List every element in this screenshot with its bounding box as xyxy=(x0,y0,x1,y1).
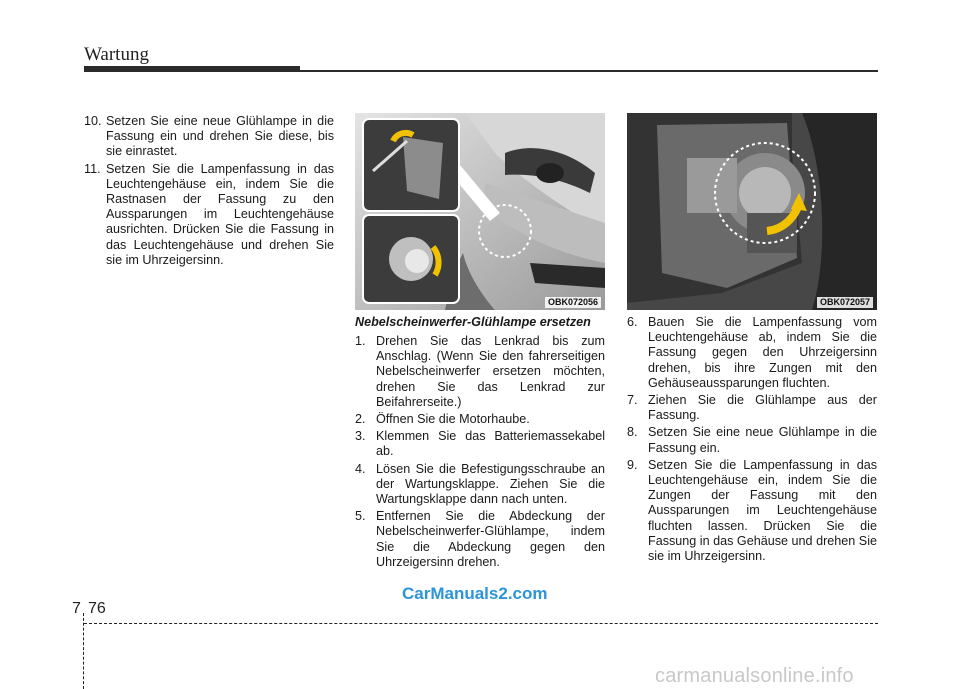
step-number: 4. xyxy=(355,461,366,476)
step-text: Ziehen Sie die Glühlampe aus der Fassung. xyxy=(648,393,877,423)
footer-rule xyxy=(84,623,878,624)
step-text: Drehen Sie das Lenkrad bis zum Anschlag. (Wenn Sie den fahrerseitigen Nebelscheinwerfer ersetzen möchten, drehen Sie das Lenkrad zur Beifahrerseite.) xyxy=(376,334,605,409)
step-number: 3. xyxy=(355,429,366,444)
car-front-illustration xyxy=(355,113,605,310)
figure-code: OBK072056 xyxy=(545,297,601,308)
section-title: Wartung xyxy=(84,44,149,65)
watermark-link[interactable]: CarManuals2.com xyxy=(402,584,548,603)
step-11 xyxy=(84,162,334,268)
step-list-left xyxy=(84,114,334,268)
step-number: 6. xyxy=(627,315,638,329)
lamp-socket-illustration xyxy=(627,113,877,310)
step-number: 11. xyxy=(84,161,101,176)
step-number: 7. xyxy=(627,393,638,408)
middle-column xyxy=(355,315,605,572)
figure-fog-lamp-location xyxy=(355,113,605,310)
step-text: Setzen Sie eine neue Glühlampe in die Fassung ein und drehen Sie diese, bis sie einrastet. xyxy=(106,114,334,159)
page-number: 76 xyxy=(88,600,106,617)
step-number: 8. xyxy=(627,425,638,440)
step-number: 9. xyxy=(627,457,638,472)
step-list-middle xyxy=(355,334,605,570)
step-4 xyxy=(355,462,605,508)
step-8 xyxy=(627,425,877,455)
step-number: 5. xyxy=(355,509,366,524)
step-text: Klemmen Sie das Batteriemassekabel ab. xyxy=(376,429,605,459)
header-rule-thin xyxy=(300,70,878,72)
step-text: Entfernen Sie die Abdeckung der Nebelscheinwerfer-Glühlampe, indem Sie die Abdeckung gegen den Uhrzeigersinn drehen. xyxy=(376,509,605,569)
step-5 xyxy=(355,509,605,570)
step-7 xyxy=(627,393,877,423)
step-text: Setzen Sie eine neue Glühlampe in die Fassung ein. xyxy=(648,425,877,455)
step-3 xyxy=(355,429,605,459)
header-rule-thick xyxy=(84,66,300,72)
step-1 xyxy=(355,334,605,410)
step-number: 10. xyxy=(84,114,102,128)
step-text: Bauen Sie die Lampenfassung vom Leuchtengehäuse ab, indem Sie die Fassung gegen den Uhrzeigersinn drehen, bis ihre Zungen mit den Gehäuseaussparungen fluchten. xyxy=(648,315,877,390)
step-9 xyxy=(627,458,877,564)
step-10 xyxy=(84,114,334,160)
step-text: Öffnen Sie die Motorhaube. xyxy=(376,412,530,427)
step-list-right xyxy=(627,315,877,564)
step-2 xyxy=(355,412,605,427)
step-text: Setzen Sie die Lampenfassung in das Leuchtengehäuse ein, indem Sie die Zungen der Fassung mit den Aussparungen im Leuchtengehäuse fluchten lassen. Drücken Sie die Fassung in das Gehäuse und drehen Sie sie im Uhrzeigersinn. xyxy=(648,457,877,564)
step-6 xyxy=(627,315,877,391)
section-heading: Nebelscheinwerfer-Glühlampe ersetzen xyxy=(355,315,591,329)
step-number: 1. xyxy=(355,334,366,348)
step-text: Setzen Sie die Lampenfassung in das Leuchtengehäuse ein, indem Sie die Rastnasen der Fassung zu den Aussparungen im Leuchtengehäuse ausrichten. Drücken Sie die Fassung in das Leuchtengehäuse und drehen Sie sie im Uhrzeigersinn. xyxy=(106,161,334,267)
step-text: Lösen Sie die Befestigungsschraube an der Wartungsklappe. Ziehen Sie die Wartungsklappe dann nach unten. xyxy=(376,461,605,507)
figure-code: OBK072057 xyxy=(817,297,873,308)
chapter-number: 7 xyxy=(72,600,81,617)
right-column xyxy=(627,315,877,566)
site-watermark: carmanualsonline.info xyxy=(655,665,854,687)
footer-divider xyxy=(83,613,84,689)
left-column xyxy=(84,114,334,270)
step-number: 2. xyxy=(355,412,366,427)
figure-lamp-socket xyxy=(627,113,877,310)
